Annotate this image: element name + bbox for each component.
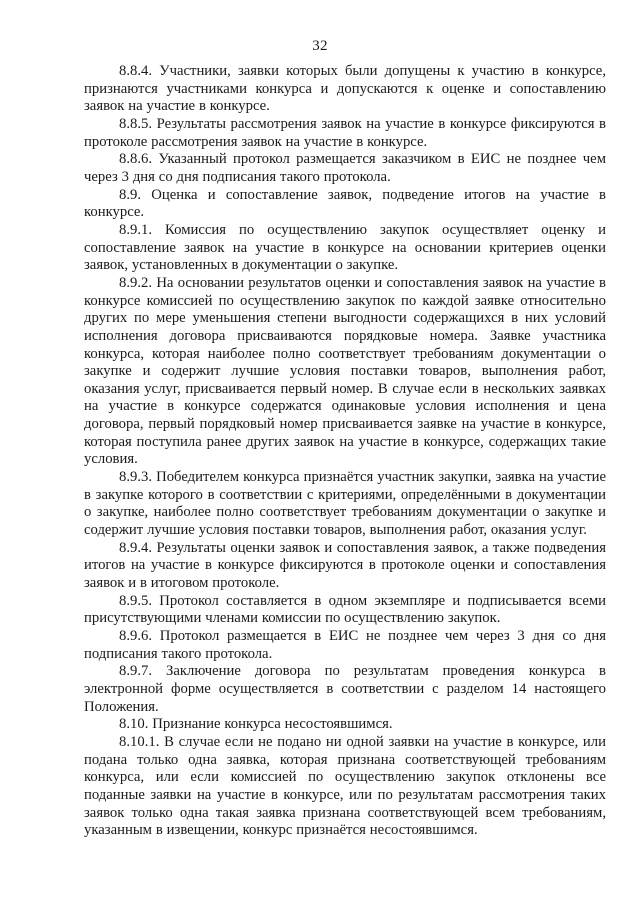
paragraph-8-8-6: 8.8.6. Указанный протокол размещается заказчиком в ЕИС не позднее чем через 3 дня со дня подписания такого протокола. (84, 151, 606, 185)
paragraph-8-10-heading: 8.10. Признание конкурса несостоявшимся. (119, 716, 393, 733)
paragraph-8-9-3: 8.9.3. Победителем конкурса признаётся участник закупки, заявка на участие в закупке которого в соответствии с критериями, определёнными в документации о закупке, наиболее полно соответствует требованиям документации о закупке и содержит лучшие условия поставки товаров, выполнения работ, оказания услуг. (84, 469, 606, 539)
paragraph-8-9-6: 8.9.6. Протокол размещается в ЕИС не позднее чем через 3 дня со дня подписания такого протокола. (84, 628, 606, 662)
paragraph-8-8-5: 8.8.5. Результаты рассмотрения заявок на участие в конкурсе фиксируются в протоколе рассмотрения заявок на участие в конкурсе. (84, 115, 606, 150)
page-number: 32 (312, 38, 328, 54)
paragraph-8-10-1: 8.10.1. В случае если не подано ни одной заявки на участие в конкурсе, или подана только одна заявка, которая признана соответствующей требованиям конкурса, или если комиссией по осуществлению закупок отклонены все поданные заявки на участие в конкурсе, или по результатам рассмотрения таких заявок только одна такая заявка признана соответствующей всем требованиям, указанным в извещении, конкурс признаётся несостоявшимся. (84, 733, 606, 839)
paragraph-8-9-7: 8.9.7. Заключение договора по результатам проведения конкурса в электронной форме осуществляется в соответствии с разделом 14 настоящего Положения. (84, 663, 606, 715)
paragraph-8-9-5: 8.9.5. Протокол составляется в одном экземпляре и подписывается всеми присутствующими членами комиссии по осуществлению закупок. (84, 592, 606, 627)
paragraph-8-9-1: 8.9.1. Комиссия по осуществлению закупок осуществляет оценку и сопоставление заявок на участие в конкурсе на основании критериев оценки заявок, установленных в документации о закупке. (84, 221, 606, 274)
paragraph-8-8-4: 8.8.4. Участники, заявки которых были допущены к участию в конкурсе, признаются участниками конкурса и допускаются к оценке и сопоставлению заявок на участие в конкурсе. (84, 63, 606, 115)
document-body (84, 63, 606, 840)
paragraph-8-9-heading: 8.9. Оценка и сопоставление заявок, подведение итогов на участие в конкурсе. (84, 186, 606, 221)
paragraph-8-9-2: 8.9.2. На основании результатов оценки и сопоставления заявок на участие в конкурсе комиссией по осуществлению закупок по каждой заявке относительно других по мере уменьшения степени выгодности содержащихся в них условий исполнения договора присваиваются порядковые номера. Заявке участника конкурса, которая наиболее полно соответствует требованиям документации о закупке и содержит лучшие условия поставки товаров, выполнения работ, оказания услуг, присваивается первый номер. В случае если в нескольких заявках на участие в конкурсе содержатся одинаковые условия исполнения и цена договора, первый порядковый номер присваивается заявке на участие в конкурсе, которая поступила ранее других заявок на участие в конкурсе, содержащих такие условия. (84, 274, 606, 468)
paragraph-8-9-4: 8.9.4. Результаты оценки заявок и сопоставления заявок, а также подведения итогов на участие в конкурсе фиксируются в протоколе оценки и сопоставления заявок и в итоговом протоколе. (84, 539, 606, 592)
